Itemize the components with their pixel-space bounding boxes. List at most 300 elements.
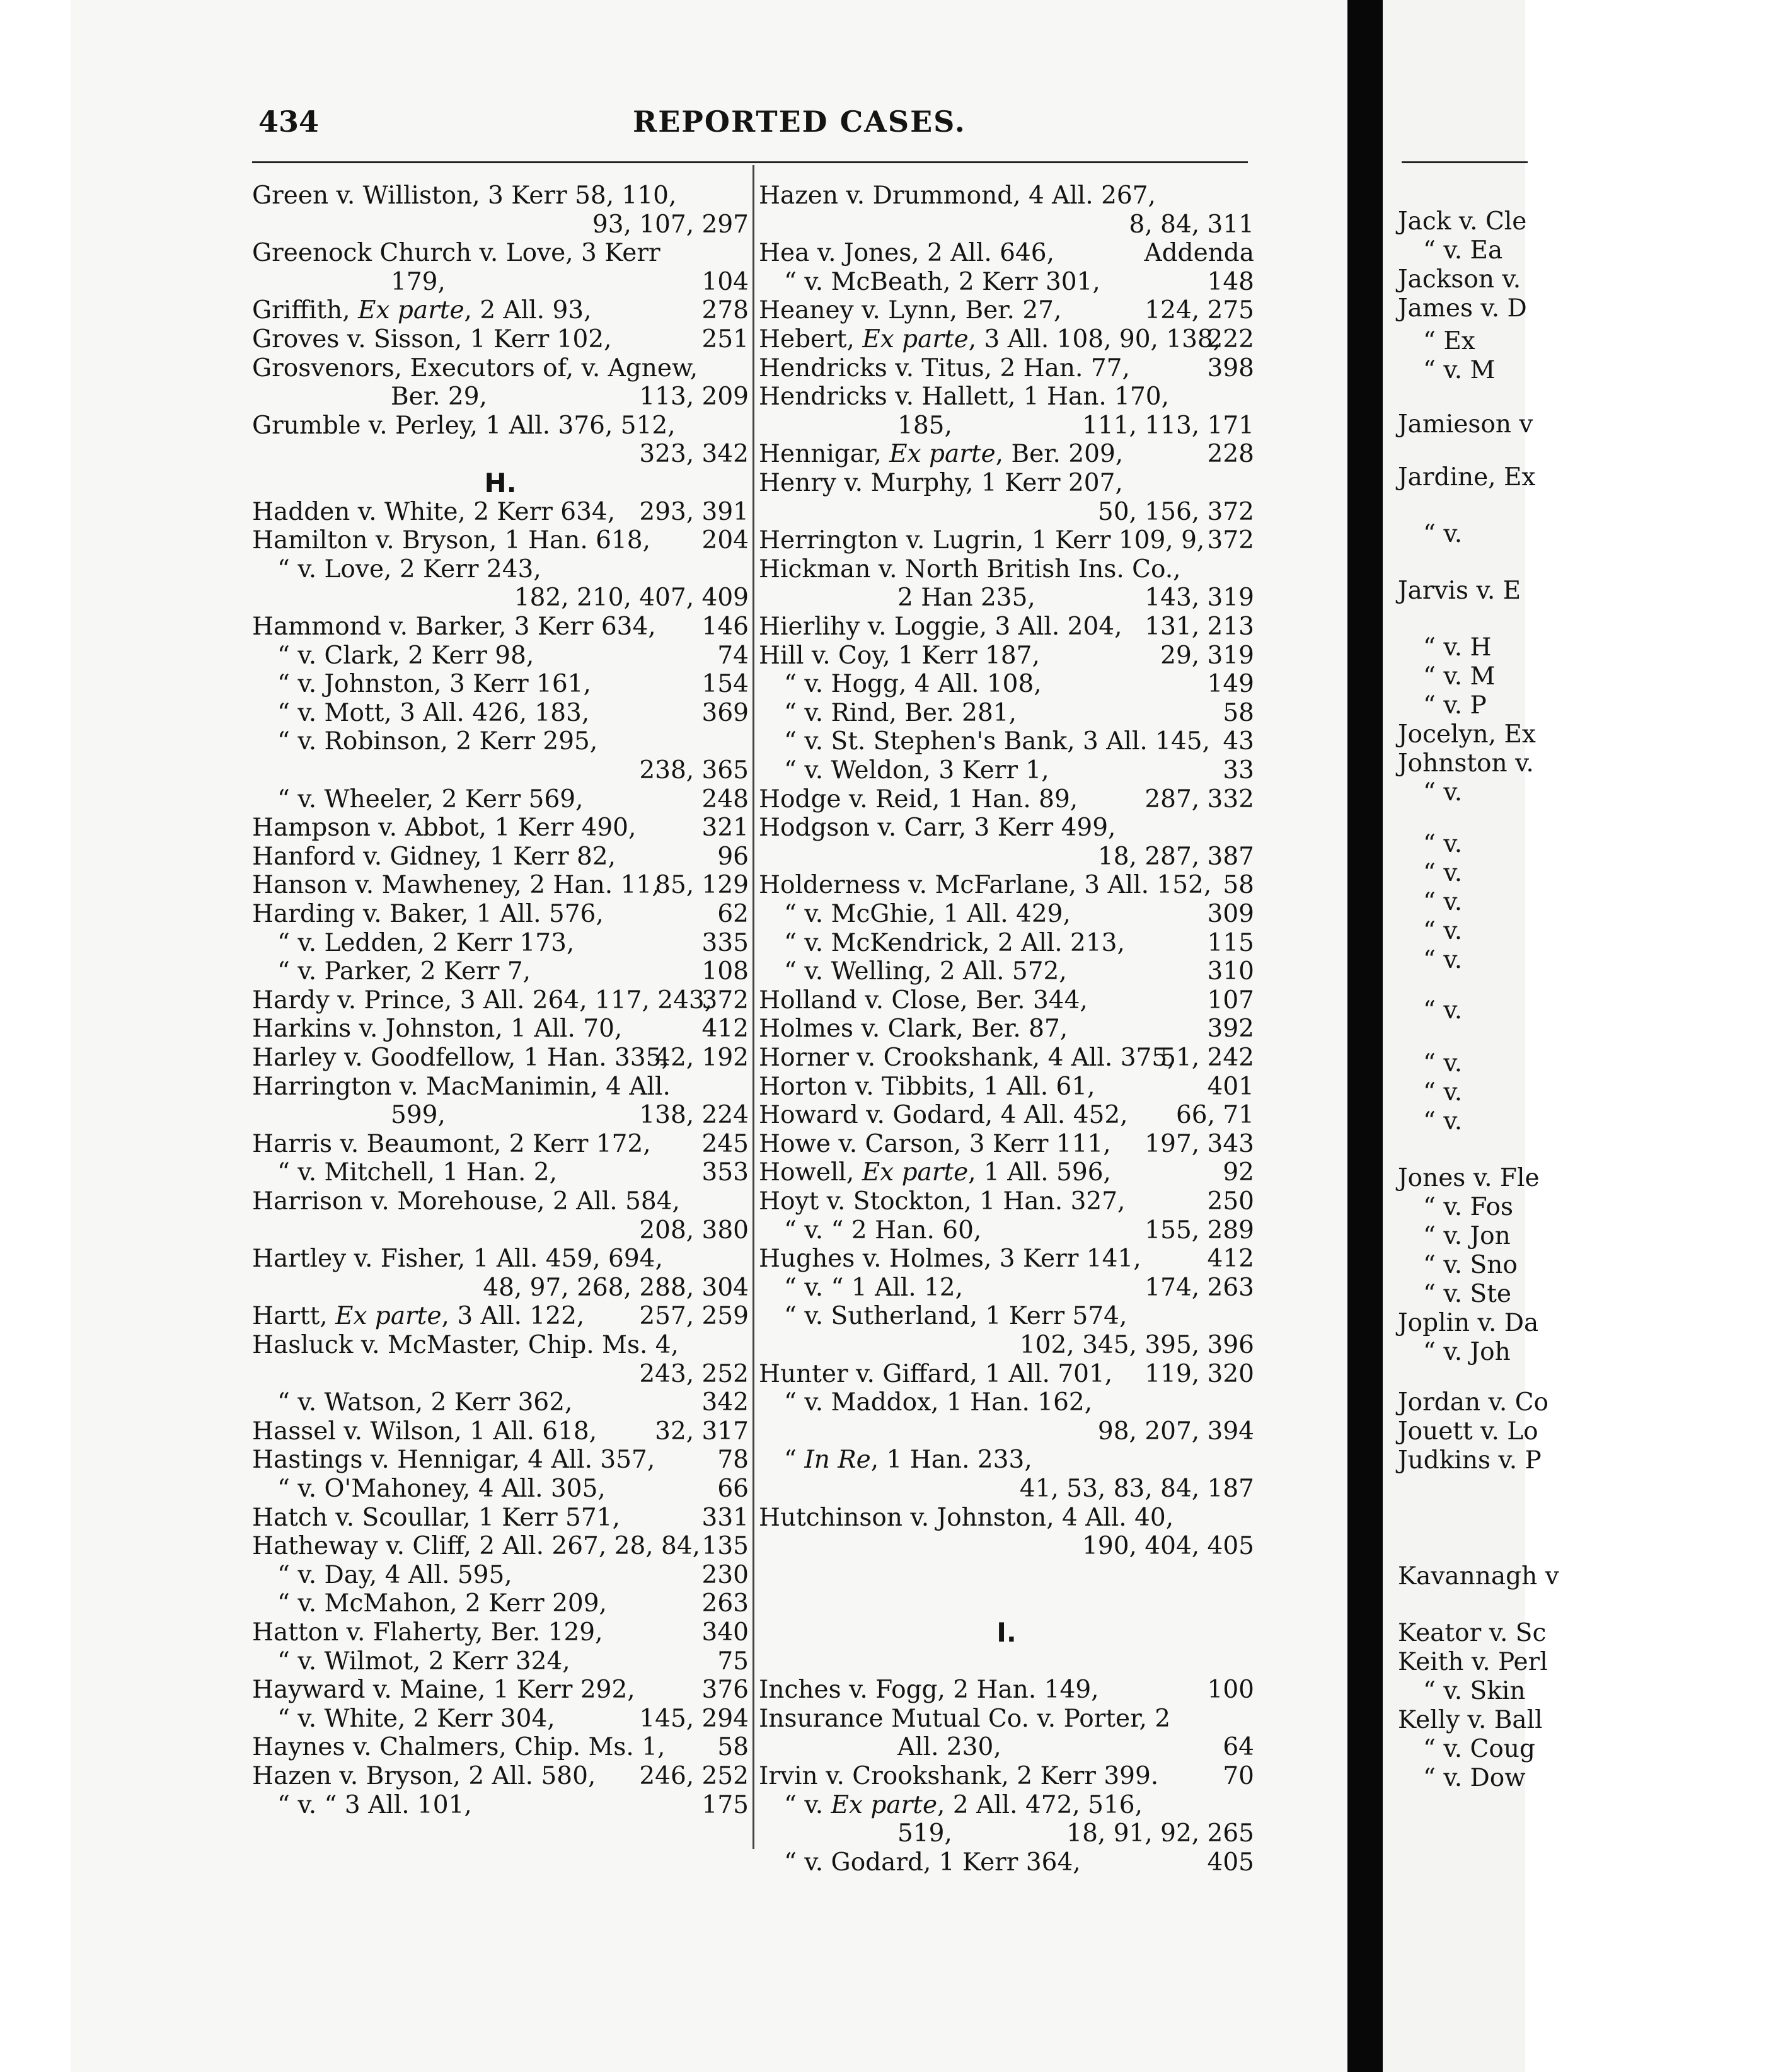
page-references: 293, 391: [639, 497, 749, 526]
index-entry: [252, 1676, 749, 1705]
case-citation: “ v. Joh: [1423, 1338, 1511, 1366]
case-citation: Grumble v. Perley, 1 All. 376, 512,: [252, 411, 676, 440]
index-entry: [759, 871, 1254, 900]
case-citation: Harley v. Goodfellow, 1 Han. 335,: [252, 1044, 669, 1072]
case-citation: “ v. White, 2 Kerr 304,: [277, 1704, 555, 1733]
page-references: 98, 207, 394: [1097, 1417, 1254, 1446]
index-entry: [252, 354, 749, 383]
case-citation: “ v. M: [1423, 356, 1496, 384]
case-citation: Griffith, Ex parte, 2 All. 93,: [252, 296, 592, 325]
case-citation: “ v.: [1423, 917, 1463, 945]
section-letter: [252, 469, 749, 498]
index-entry-fragment: [1398, 1446, 1776, 1475]
index-entry: [759, 613, 1254, 642]
index-entry-fragment: [1398, 265, 1776, 294]
index-entry: [252, 1044, 749, 1073]
page-references: 102, 345, 395, 396: [1019, 1331, 1254, 1359]
case-citation: “ v.: [1423, 888, 1463, 916]
index-entry: [252, 1015, 749, 1044]
page-references: 228: [1207, 440, 1254, 469]
index-entry: [252, 1791, 749, 1820]
case-citation: Green v. Williston, 3 Kerr 58, 110,: [252, 181, 677, 210]
case-citation: “ v. Skin: [1423, 1677, 1526, 1705]
index-entry-fragment: [1398, 463, 1776, 492]
case-citation: “ v. McKendrick, 2 All. 213,: [784, 928, 1125, 957]
index-entry: [759, 1676, 1254, 1705]
case-citation: Ber. 29,: [391, 383, 487, 412]
page-references: 119, 320: [1145, 1359, 1254, 1388]
page-references: 287, 332: [1145, 785, 1254, 814]
case-citation: Holderness v. McFarlane, 3 All. 152,: [759, 871, 1212, 900]
case-citation: “ v. H: [1423, 633, 1492, 662]
case-citation: Holland v. Close, Ber. 344,: [759, 986, 1088, 1015]
page-references: 8, 84, 311: [1129, 210, 1254, 239]
page-references: Addenda: [1144, 239, 1254, 268]
case-citation: “ v. Sno: [1423, 1251, 1518, 1279]
page-references: 175: [701, 1790, 749, 1819]
page-references: 70: [1223, 1762, 1254, 1790]
index-entry: [252, 1589, 749, 1618]
page-references: 33: [1223, 756, 1254, 785]
index-entry: [252, 296, 749, 325]
case-citation: Hartley v. Fisher, 1 All. 459, 694,: [252, 1245, 663, 1274]
page-references: 182, 210, 407, 409: [514, 584, 749, 613]
index-entry: [759, 756, 1254, 785]
case-citation: “ v.: [1423, 946, 1463, 974]
case-citation: “ v. Ledden, 2 Kerr 173,: [277, 928, 575, 957]
index-entry: [759, 1532, 1254, 1561]
case-citation: Harrington v. MacManimin, 4 All.: [252, 1072, 671, 1101]
index-entry: [759, 354, 1254, 383]
case-citation: “ v. McBeath, 2 Kerr 301,: [784, 267, 1100, 296]
case-citation: “ v.: [1423, 520, 1463, 548]
page-references: 245: [701, 1129, 749, 1158]
index-entry-fragment: [1398, 1193, 1776, 1222]
page-references: 18, 287, 387: [1097, 842, 1254, 871]
case-citation: Herrington v. Lugrin, 1 Kerr 109, 9,: [759, 526, 1205, 555]
case-citation: “ v. P: [1423, 691, 1487, 720]
page-references: 58: [717, 1733, 749, 1762]
index-entry: [759, 1245, 1254, 1274]
index-entry-fragment: [1398, 1677, 1776, 1706]
index-entry: [759, 1733, 1254, 1762]
case-citation: “ v. Welling, 2 All. 572,: [784, 957, 1067, 986]
case-citation: Jones v. Fle: [1398, 1164, 1540, 1192]
case-citation: Johnston v.: [1398, 749, 1534, 778]
case-citation: Hanford v. Gidney, 1 Kerr 82,: [252, 842, 616, 871]
section-letter: [759, 1618, 1254, 1647]
index-entry: [252, 1187, 749, 1216]
page-references: 18, 91, 92, 265: [1066, 1819, 1254, 1848]
case-citation: Harrison v. Morehouse, 2 All. 584,: [252, 1187, 680, 1216]
page-references: 323, 342: [639, 440, 749, 469]
index-entry: [759, 1504, 1254, 1533]
index-entry: [759, 1187, 1254, 1216]
page-references: 29, 319: [1160, 641, 1254, 670]
case-citation: “ v. Godard, 1 Kerr 364,: [784, 1848, 1081, 1877]
case-citation: Hierlihy v. Loggie, 3 All. 204,: [759, 613, 1122, 641]
index-entry: [252, 957, 749, 986]
index-entry: [759, 555, 1254, 584]
index-entry: [252, 1618, 749, 1647]
page-references: 372: [1207, 526, 1254, 555]
case-citation: “ v.: [1423, 996, 1463, 1025]
index-entry: [759, 440, 1254, 469]
index-entry: [252, 1388, 749, 1417]
page-references: 392: [1207, 1015, 1254, 1044]
index-entry-fragment: [1398, 888, 1776, 917]
index-entry: [252, 1705, 749, 1734]
case-citation: 599,: [391, 1101, 446, 1130]
index-entry: [252, 1274, 749, 1303]
page-references: 263: [701, 1589, 749, 1618]
page-references: 51, 242: [1160, 1044, 1254, 1072]
page-references: 251: [701, 325, 749, 354]
index-entry: [252, 613, 749, 642]
case-citation: Hasluck v. McMaster, Chip. Ms. 4,: [252, 1331, 679, 1359]
index-entry: [252, 1302, 749, 1331]
case-citation: Hastings v. Hennigar, 4 All. 357,: [252, 1446, 655, 1475]
case-citation: Hampson v. Abbot, 1 Kerr 490,: [252, 814, 637, 843]
case-citation: Kavannagh v: [1398, 1562, 1559, 1591]
case-citation: “ v. Mott, 3 All. 426, 183,: [277, 698, 590, 727]
case-citation: “ v. McGhie, 1 All. 429,: [784, 900, 1071, 928]
index-entry: [252, 756, 749, 785]
page-references: 398: [1207, 354, 1254, 383]
index-entry-fragment: [1398, 633, 1776, 662]
index-entry-fragment: [1398, 1309, 1776, 1338]
case-citation: Hayward v. Maine, 1 Kerr 292,: [252, 1676, 635, 1705]
page-references: 64: [1223, 1733, 1254, 1762]
case-citation: James v. D: [1398, 294, 1527, 323]
index-entry: [252, 1647, 749, 1676]
page-references: 412: [701, 1015, 749, 1044]
page-references: 108: [701, 957, 749, 986]
index-entry: [759, 1791, 1254, 1820]
index-entry: [759, 498, 1254, 527]
case-citation: “ v. Hogg, 4 All. 108,: [784, 670, 1042, 699]
index-entry: [759, 239, 1254, 268]
index-entry: [759, 469, 1254, 498]
index-entry: [252, 181, 749, 210]
page-references: 174, 263: [1145, 1273, 1254, 1302]
page-references: 107: [1207, 986, 1254, 1015]
page-references: 50, 156, 372: [1097, 497, 1254, 526]
index-entry-fragment: [1398, 1338, 1776, 1367]
page-references: 66: [717, 1475, 749, 1503]
index-entry-fragment: [1398, 1388, 1776, 1417]
case-citation: Hickman v. North British Ins. Co.,: [759, 555, 1181, 584]
page-references: 100: [1207, 1676, 1254, 1705]
case-citation: “ v. Johnston, 3 Kerr 161,: [277, 670, 591, 699]
index-entry: [252, 1216, 749, 1245]
case-citation: Howe v. Carson, 3 Kerr 111,: [759, 1129, 1111, 1158]
page-references: 78: [717, 1446, 749, 1475]
index-entry-fragment: [1398, 720, 1776, 749]
index-entry: [759, 1446, 1254, 1475]
case-citation: “ v. Ex parte, 2 All. 472, 516,: [784, 1790, 1143, 1819]
case-citation: “ v. Rind, Ber. 281,: [784, 698, 1017, 727]
index-entry: [252, 268, 749, 297]
page-references: 43: [1223, 727, 1254, 756]
page-references: 204: [701, 526, 749, 555]
index-entry: [252, 1245, 749, 1274]
page-references: 243, 252: [639, 1359, 749, 1388]
case-citation: Heaney v. Lynn, Ber. 27,: [759, 296, 1062, 325]
index-entry: [252, 1417, 749, 1446]
case-citation: Joplin v. Da: [1398, 1309, 1539, 1337]
page-references: 75: [717, 1647, 749, 1676]
index-entry-fragment: [1398, 691, 1776, 720]
header-rule: [252, 161, 1248, 163]
case-citation: Hartt, Ex parte, 3 All. 122,: [252, 1302, 585, 1331]
section-heading: I.: [996, 1617, 1017, 1648]
index-entry: [252, 1733, 749, 1762]
case-citation: Keith v. Perl: [1398, 1648, 1548, 1676]
index-entry-fragment: [1398, 1619, 1776, 1648]
page-references: 146: [701, 613, 749, 641]
page-references: 42, 192: [655, 1044, 749, 1072]
page-references: 85, 129: [655, 871, 749, 900]
case-citation: Howard v. Godard, 4 All. 452,: [759, 1101, 1128, 1130]
index-entry: [252, 1504, 749, 1533]
case-citation: “ v. Coug: [1423, 1735, 1535, 1763]
case-citation: “ v. “ 2 Han. 60,: [784, 1216, 982, 1245]
index-entry: [252, 1446, 749, 1475]
index-entry-fragment: [1398, 1417, 1776, 1446]
page-references: 335: [701, 928, 749, 957]
index-entry: [252, 1331, 749, 1360]
index-entry: [759, 1647, 1254, 1676]
page-references: 74: [717, 641, 749, 670]
case-citation: “ v.: [1423, 1078, 1463, 1107]
index-entry: [759, 670, 1254, 699]
case-citation: “ v. “ 1 All. 12,: [784, 1273, 964, 1302]
page-references: 131, 213: [1145, 613, 1254, 641]
case-citation: Hazen v. Drummond, 4 All. 267,: [759, 181, 1156, 210]
case-citation: “ v. Sutherland, 1 Kerr 574,: [784, 1302, 1127, 1331]
page-references: 331: [701, 1503, 749, 1532]
index-entry: [252, 785, 749, 814]
index-entry: [252, 871, 749, 900]
page-references: 405: [1207, 1848, 1254, 1877]
case-citation: Hatton v. Flaherty, Ber. 129,: [252, 1618, 603, 1647]
index-entry-fragment: [1398, 1764, 1776, 1793]
case-citation: All. 230,: [897, 1733, 1001, 1762]
page-references: 246, 252: [639, 1762, 749, 1790]
index-entry: [759, 325, 1254, 354]
case-citation: Hunter v. Giffard, 1 All. 701,: [759, 1359, 1113, 1388]
case-citation: Holmes v. Clark, Ber. 87,: [759, 1015, 1068, 1044]
page-references: 309: [1207, 900, 1254, 928]
index-entry: [759, 957, 1254, 986]
case-citation: Jardine, Ex: [1398, 463, 1536, 492]
page-references: 197, 343: [1145, 1129, 1254, 1158]
page-references: 58: [1223, 698, 1254, 727]
case-citation: Hendricks v. Titus, 2 Han. 77,: [759, 354, 1130, 383]
index-entry-fragment: [1398, 830, 1776, 859]
index-entry: [759, 727, 1254, 756]
page-references: 412: [1207, 1245, 1254, 1274]
page-references: 104: [701, 267, 749, 296]
page-references: 111, 113, 171: [1082, 411, 1254, 440]
page-references: 376: [701, 1676, 749, 1705]
case-citation: Hutchinson v. Johnston, 4 All. 40,: [759, 1503, 1174, 1532]
case-citation: “ v. “ 3 All. 101,: [277, 1790, 472, 1819]
page-references: 401: [1207, 1072, 1254, 1101]
page-references: 96: [717, 842, 749, 871]
index-entry: [252, 412, 749, 440]
index-entry: [759, 526, 1254, 555]
index-entry: [759, 383, 1254, 412]
index-entry: [252, 670, 749, 699]
case-citation: “ In Re, 1 Han. 233,: [784, 1446, 1032, 1475]
case-citation: Horton v. Tibbits, 1 All. 61,: [759, 1072, 1095, 1101]
case-citation: Hazen v. Bryson, 2 All. 580,: [252, 1762, 596, 1790]
case-citation: Harding v. Baker, 1 All. 576,: [252, 900, 604, 928]
index-entry: [252, 239, 749, 268]
index-entry: [252, 526, 749, 555]
case-citation: Insurance Mutual Co. v. Porter, 2: [759, 1704, 1171, 1733]
case-citation: “ v.: [1423, 1049, 1463, 1078]
page-references: 148: [1207, 267, 1254, 296]
case-citation: Hatch v. Scoullar, 1 Kerr 571,: [252, 1503, 620, 1532]
page-references: 113, 209: [639, 383, 749, 412]
index-entry: [759, 1015, 1254, 1044]
index-entry: [252, 1561, 749, 1590]
page-references: 222: [1207, 325, 1254, 354]
index-entry: [759, 986, 1254, 1015]
case-citation: “ v. Love, 2 Kerr 243,: [277, 555, 541, 584]
column-divider: [752, 165, 754, 1849]
case-citation: Hennigar, Ex parte, Ber. 209,: [759, 440, 1124, 469]
page-references: 372: [701, 986, 749, 1015]
index-entry: [759, 1561, 1254, 1590]
case-citation: “ v.: [1423, 778, 1463, 807]
index-entry: [252, 1158, 749, 1187]
page-references: 310: [1207, 957, 1254, 986]
index-entry: [759, 1475, 1254, 1504]
index-entry-fragment: [1398, 1648, 1776, 1677]
page-references: 124, 275: [1145, 296, 1254, 325]
index-entry: [759, 785, 1254, 814]
index-entry: [252, 555, 749, 584]
case-citation: “ v.: [1423, 859, 1463, 887]
index-entry: [252, 584, 749, 613]
case-citation: “ v. Wilmot, 2 Kerr 324,: [277, 1647, 570, 1676]
page-references: 340: [701, 1618, 749, 1647]
case-citation: Jackson v.: [1398, 265, 1521, 294]
case-citation: Jordan v. Co: [1398, 1388, 1549, 1417]
index-entry: [252, 727, 749, 756]
index-entry: [759, 1158, 1254, 1187]
case-citation: “ v. Clark, 2 Kerr 98,: [277, 641, 534, 670]
case-citation: Inches v. Fogg, 2 Han. 149,: [759, 1676, 1099, 1705]
page-references: 135: [701, 1532, 749, 1561]
page-references: 41, 53, 83, 84, 187: [1019, 1475, 1254, 1503]
index-entry-fragment: [1398, 577, 1776, 606]
section-heading: H.: [484, 468, 517, 498]
page-references: 138, 224: [639, 1101, 749, 1130]
case-citation: Hodge v. Reid, 1 Han. 89,: [759, 785, 1078, 814]
case-citation: “ Ex: [1423, 327, 1475, 355]
case-citation: 2 Han 235,: [897, 584, 1035, 613]
page-references: 353: [701, 1158, 749, 1187]
page-references: 32, 317: [655, 1417, 749, 1446]
page-references: 92: [1223, 1158, 1254, 1187]
index-entry-fragment: [1398, 946, 1776, 975]
scan-margin: [0, 0, 71, 2072]
adjacent-header-rule: [1402, 161, 1528, 163]
case-citation: 185,: [897, 411, 952, 440]
index-entry-fragment: [1398, 1078, 1776, 1107]
index-entry: [759, 1819, 1254, 1848]
page-references: 93, 107, 297: [592, 210, 749, 239]
case-citation: 179,: [391, 267, 446, 296]
index-entry: [252, 498, 749, 527]
case-citation: “ v.: [1423, 1107, 1463, 1136]
page-number: 434: [258, 105, 320, 139]
index-entry: [759, 1417, 1254, 1446]
index-entry-fragment: [1398, 356, 1776, 385]
page-references: 321: [701, 814, 749, 843]
index-entry: [252, 383, 749, 412]
case-citation: Hoyt v. Stockton, 1 Han. 327,: [759, 1187, 1126, 1216]
page-references: 154: [701, 670, 749, 699]
index-entry: [252, 1532, 749, 1561]
case-citation: Jocelyn, Ex: [1398, 720, 1536, 749]
index-entry: [759, 1216, 1254, 1245]
case-citation: “ v. St. Stephen's Bank, 3 All. 145,: [784, 727, 1211, 756]
page-references: 238, 365: [639, 756, 749, 785]
case-citation: Hodgson v. Carr, 3 Kerr 499,: [759, 814, 1116, 843]
index-entry: [252, 843, 749, 872]
index-entry: [252, 1073, 749, 1102]
case-citation: Haynes v. Chalmers, Chip. Ms. 1,: [252, 1733, 666, 1762]
index-entry: [252, 1360, 749, 1389]
page-references: 278: [701, 296, 749, 325]
case-citation: “ v. Dow: [1423, 1764, 1526, 1792]
index-entry: [252, 986, 749, 1015]
index-entry: [759, 843, 1254, 872]
index-entry: [252, 699, 749, 728]
case-citation: Irvin v. Crookshank, 2 Kerr 399.: [759, 1762, 1159, 1790]
index-entry: [759, 1331, 1254, 1360]
index-entry: [759, 1848, 1254, 1877]
case-citation: Jouett v. Lo: [1398, 1417, 1538, 1446]
index-entry: [759, 412, 1254, 440]
page-references: 155, 289: [1145, 1216, 1254, 1245]
page-references: 66, 71: [1175, 1101, 1254, 1130]
page-references: 115: [1207, 928, 1254, 957]
case-citation: Harris v. Beaumont, 2 Kerr 172,: [252, 1129, 651, 1158]
index-entry: [759, 1130, 1254, 1159]
index-entry-fragment: [1398, 859, 1776, 888]
index-entry-fragment: [1398, 1222, 1776, 1251]
case-citation: Hendricks v. Hallett, 1 Han. 170,: [759, 383, 1170, 412]
index-entry-fragment: [1398, 1735, 1776, 1764]
case-citation: Groves v. Sisson, 1 Kerr 102,: [252, 325, 612, 354]
index-entry: [252, 1475, 749, 1504]
index-entry: [759, 1044, 1254, 1073]
case-citation: “ v. Ste: [1423, 1280, 1512, 1308]
page-references: 257, 259: [639, 1302, 749, 1331]
index-entry-fragment: [1398, 1107, 1776, 1136]
index-entry-fragment: [1398, 749, 1776, 778]
index-entry: [759, 584, 1254, 613]
case-citation: Hanson v. Mawheney, 2 Han. 11,: [252, 871, 660, 900]
index-entry: [252, 325, 749, 354]
